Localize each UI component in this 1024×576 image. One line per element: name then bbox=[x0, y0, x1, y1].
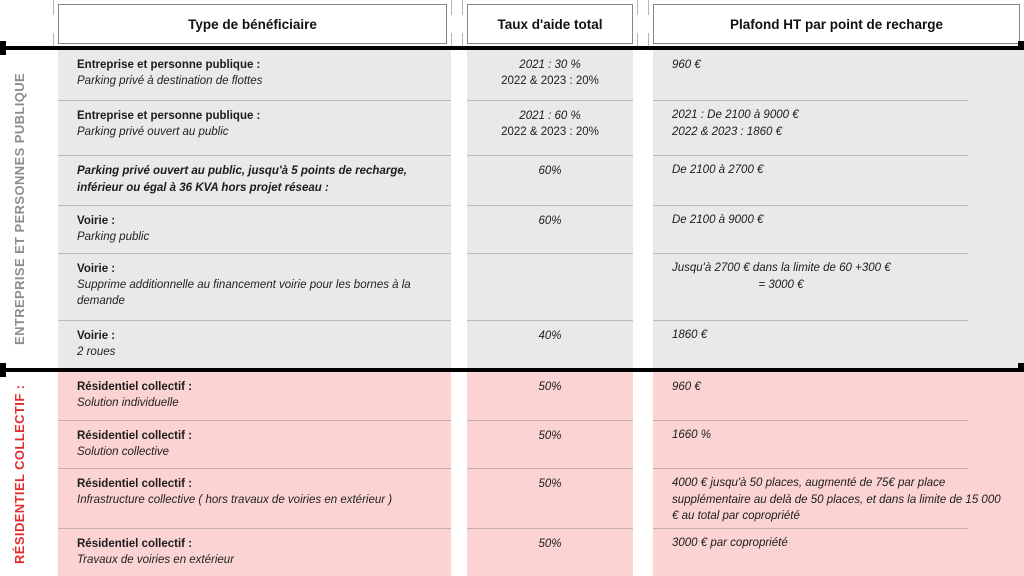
cell-beneficiaire bbox=[58, 372, 451, 420]
section-residentiel bbox=[0, 372, 1024, 576]
column-gutter bbox=[451, 420, 467, 468]
column-gutter bbox=[451, 205, 467, 253]
table-row bbox=[58, 155, 1024, 205]
frame-corner-icon bbox=[1009, 0, 1024, 15]
frame-corner-icon bbox=[622, 0, 638, 15]
row-title: Entreprise et personne publique : bbox=[77, 110, 261, 122]
column-gutter bbox=[633, 528, 653, 576]
plafond-value: 1660 % bbox=[672, 429, 712, 441]
cell-beneficiaire bbox=[58, 253, 451, 320]
row-title: Résidentiel collectif : bbox=[77, 430, 193, 442]
frame-corner-icon bbox=[436, 0, 452, 15]
cell-taux bbox=[467, 253, 633, 320]
plafond-value: 960 € bbox=[672, 59, 701, 71]
row-title: Entreprise et personne publique : bbox=[77, 59, 261, 71]
column-gutter bbox=[451, 50, 467, 100]
cell-plafond bbox=[653, 468, 1024, 528]
column-gutter bbox=[633, 155, 653, 205]
column-gutter bbox=[633, 205, 653, 253]
plafond-value: = 3000 € bbox=[758, 278, 804, 291]
table-row bbox=[58, 420, 1024, 468]
cell-beneficiaire bbox=[58, 205, 451, 253]
table-row bbox=[58, 372, 1024, 420]
cell-plafond bbox=[653, 320, 1024, 368]
taux-value: 50% bbox=[538, 381, 562, 393]
section-entreprise bbox=[0, 50, 1024, 368]
frame-corner-icon bbox=[53, 0, 69, 15]
taux-value: 2021 : 60 % bbox=[519, 110, 581, 122]
cell-plafond bbox=[653, 528, 1024, 576]
column-gutter bbox=[633, 420, 653, 468]
cell-beneficiaire bbox=[58, 528, 451, 576]
frame-corner-icon bbox=[648, 0, 664, 15]
column-gutter bbox=[451, 320, 467, 368]
frame-corner-icon bbox=[462, 0, 478, 15]
row-title: Voirie : bbox=[77, 263, 116, 275]
plafond-value: Jusqu'à 2700 € dans la limite de 60 +300 € bbox=[672, 262, 891, 274]
cell-taux bbox=[467, 50, 633, 100]
cell-plafond bbox=[653, 253, 1024, 320]
row-subtitle: Parking public bbox=[77, 231, 150, 243]
cell-taux bbox=[467, 100, 633, 155]
column-header-plafond bbox=[653, 4, 1020, 44]
column-gutter bbox=[451, 372, 467, 420]
cell-beneficiaire bbox=[58, 420, 451, 468]
table-row bbox=[58, 50, 1024, 100]
row-subtitle: Supprime additionnelle au financement voirie pour les bornes à la demande bbox=[77, 279, 411, 307]
plafond-value: De 2100 à 9000 € bbox=[672, 214, 764, 226]
plafond-value: 4000 € jusqu'à 50 places, augmenté de 75€ par place supplémentaire au delà de 50 places, et dans la limite de 15 000 € au total par copropriété bbox=[672, 477, 1001, 522]
cell-beneficiaire bbox=[58, 320, 451, 368]
row-subtitle: Infrastructure collective ( hors travaux de voiries en extérieur ) bbox=[77, 494, 393, 506]
taux-value: 50% bbox=[538, 430, 562, 442]
cell-taux bbox=[467, 205, 633, 253]
table-row bbox=[58, 253, 1024, 320]
row-title: Résidentiel collectif : bbox=[77, 381, 193, 393]
row-subtitle: Solution individuelle bbox=[77, 397, 179, 409]
taux-value: 2022 & 2023 : 20% bbox=[501, 75, 599, 87]
section-label-entreprise: ENTREPRISE ET PERSONNES PUBLIQUE bbox=[12, 72, 27, 346]
column-header-label: Type de bénéficiaire bbox=[188, 16, 317, 32]
section-rows bbox=[58, 50, 1024, 368]
row-title: Résidentiel collectif : bbox=[77, 538, 193, 550]
table-row bbox=[58, 205, 1024, 253]
table-row bbox=[58, 100, 1024, 155]
row-title: Voirie : bbox=[77, 215, 116, 227]
cell-plafond bbox=[653, 100, 1024, 155]
taux-value: 2021 : 30 % bbox=[519, 59, 581, 71]
column-gutter bbox=[633, 372, 653, 420]
cell-plafond bbox=[653, 205, 1024, 253]
column-header-type bbox=[58, 4, 447, 44]
section-label-residentiel: RÉSIDENTIEL COLLECTIF : bbox=[12, 384, 27, 564]
column-gutter bbox=[633, 253, 653, 320]
row-title: Parking privé ouvert au public, jusqu'à 5 points de recharge, inférieur ou égal à 36 KVA hors projet réseau : bbox=[77, 165, 407, 194]
column-gutter bbox=[633, 100, 653, 155]
column-gutter bbox=[451, 468, 467, 528]
plafond-value: De 2100 à 2700 € bbox=[672, 164, 764, 176]
table-row bbox=[58, 528, 1024, 576]
cell-plafond bbox=[653, 372, 1024, 420]
cell-taux bbox=[467, 372, 633, 420]
table-row bbox=[58, 468, 1024, 528]
cell-beneficiaire bbox=[58, 100, 451, 155]
cell-taux bbox=[467, 468, 633, 528]
column-gutter bbox=[633, 468, 653, 528]
section-rows bbox=[58, 372, 1024, 576]
column-gutter bbox=[633, 320, 653, 368]
column-gutter bbox=[633, 50, 653, 100]
plafond-value: 1860 € bbox=[672, 329, 708, 341]
cell-beneficiaire bbox=[58, 468, 451, 528]
plafond-value: 2022 & 2023 : 1860 € bbox=[672, 125, 782, 138]
column-gutter bbox=[451, 528, 467, 576]
row-subtitle: Solution collective bbox=[77, 446, 170, 458]
row-title: Résidentiel collectif : bbox=[77, 478, 193, 490]
cell-taux bbox=[467, 320, 633, 368]
cell-plafond bbox=[653, 420, 1024, 468]
taux-value: 60% bbox=[538, 165, 562, 177]
taux-value: 40% bbox=[538, 330, 562, 342]
plafond-value: 3000 € par copropriété bbox=[672, 537, 788, 549]
column-gutter bbox=[451, 253, 467, 320]
taux-value: 2022 & 2023 : 20% bbox=[501, 126, 599, 138]
plafond-value: 960 € bbox=[672, 381, 701, 393]
cell-taux bbox=[467, 528, 633, 576]
row-subtitle: Parking privé ouvert au public bbox=[77, 126, 229, 138]
row-subtitle: Travaux de voiries en extérieur bbox=[77, 554, 235, 566]
plafond-value: 2021 : De 2100 à 9000 € bbox=[672, 109, 799, 121]
cell-beneficiaire bbox=[58, 50, 451, 100]
column-header-label: Taux d'aide total bbox=[497, 16, 603, 32]
cell-plafond bbox=[653, 155, 1024, 205]
cell-taux bbox=[467, 420, 633, 468]
row-title: Voirie : bbox=[77, 330, 116, 342]
taux-value: 50% bbox=[538, 478, 562, 490]
cell-taux bbox=[467, 155, 633, 205]
row-subtitle: 2 roues bbox=[77, 346, 116, 358]
row-subtitle: Parking privé à destination de flottes bbox=[77, 75, 263, 87]
cell-plafond bbox=[653, 50, 1024, 100]
cell-beneficiaire bbox=[58, 155, 451, 205]
taux-value: 60% bbox=[538, 215, 562, 227]
column-header-label: Plafond HT par point de recharge bbox=[729, 16, 944, 32]
table-row bbox=[58, 320, 1024, 368]
column-header-taux bbox=[467, 4, 633, 44]
column-gutter bbox=[451, 155, 467, 205]
column-gutter bbox=[451, 100, 467, 155]
taux-value: 50% bbox=[538, 538, 562, 550]
